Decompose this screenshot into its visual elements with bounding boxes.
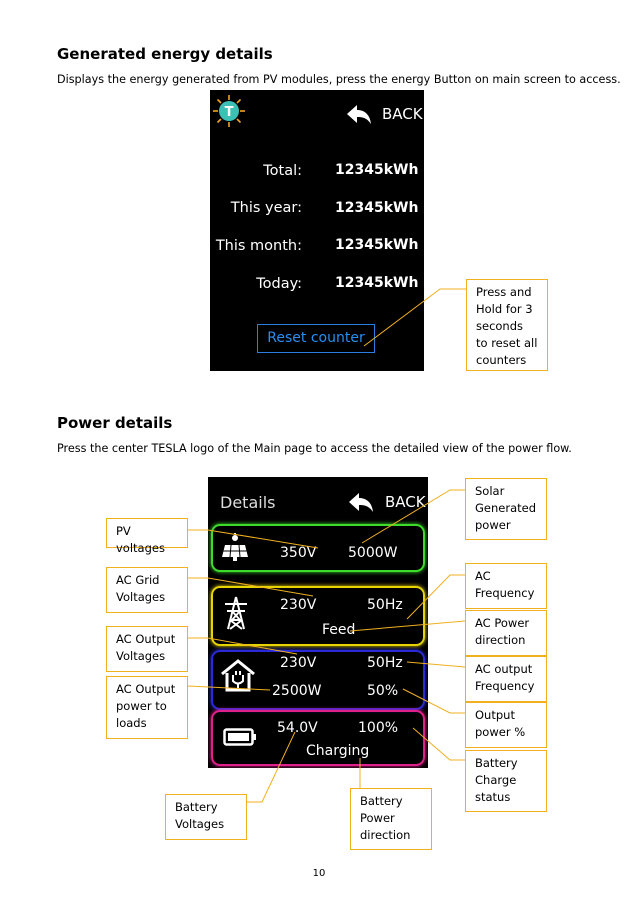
pv-voltage: 350V — [280, 545, 317, 561]
section-heading-energy: Generated energy details — [57, 45, 273, 63]
output-voltage: 230V — [280, 655, 317, 671]
battery-voltage: 54.0V — [277, 720, 318, 736]
callout-solar-generated-power: Solar Generated power — [465, 478, 547, 540]
details-back-label[interactable]: BACK — [385, 493, 426, 511]
grid-frequency: 50Hz — [367, 597, 403, 613]
callout-battery-voltages: Battery Voltages — [165, 794, 247, 840]
total-value: 12345kWh — [335, 162, 419, 178]
back-label[interactable]: BACK — [382, 105, 423, 123]
callout-pv-voltages: PV voltages — [106, 518, 188, 548]
details-title: Details — [220, 493, 276, 512]
grid-direction: Feed — [322, 622, 356, 638]
output-power: 2500W — [272, 683, 322, 699]
callout-ac-output-power: AC Output power to loads — [106, 676, 188, 739]
today-label: Today: — [256, 276, 302, 292]
pv-power: 5000W — [348, 545, 398, 561]
reset-counter-button[interactable]: Reset counter — [257, 324, 375, 353]
callout-ac-output-frequency: AC output Frequency — [465, 656, 547, 702]
section-heading-power: Power details — [57, 414, 173, 432]
battery-percent: 100% — [358, 720, 399, 736]
section-description-power: Press the center TESLA logo of the Main page to access the detailed view of the power flow. — [57, 442, 572, 455]
month-value: 12345kWh — [335, 237, 419, 253]
callout-output-power-pct: Output power % — [465, 702, 547, 748]
total-label: Total: — [263, 163, 302, 179]
output-percent: 50% — [367, 683, 399, 699]
callout-battery-charge-status: Battery Charge status — [465, 750, 547, 812]
callout-ac-grid-voltages: AC Grid Voltages — [106, 567, 188, 613]
callout-press-hold: Press and Hold for 3 seconds to reset all counters — [466, 279, 548, 371]
page-number: 10 — [312, 868, 326, 879]
year-value: 12345kWh — [335, 200, 419, 216]
battery-status: Charging — [306, 743, 370, 759]
svg-text:T: T — [224, 105, 234, 120]
callout-ac-output-voltages: AC Output Voltages — [106, 626, 188, 672]
today-value: 12345kWh — [335, 275, 419, 291]
callout-battery-power-direction: Battery Power direction — [350, 788, 432, 850]
grid-voltage: 230V — [280, 597, 317, 613]
section-description-energy: Displays the energy generated from PV modules, press the energy Button on main screen to access. — [57, 73, 621, 86]
output-frequency: 50Hz — [367, 655, 403, 671]
month-label: This month: — [215, 238, 302, 254]
callout-ac-frequency: AC Frequency — [465, 563, 547, 609]
callout-ac-power-direction: AC Power direction — [465, 610, 547, 656]
year-label: This year: — [230, 200, 302, 216]
